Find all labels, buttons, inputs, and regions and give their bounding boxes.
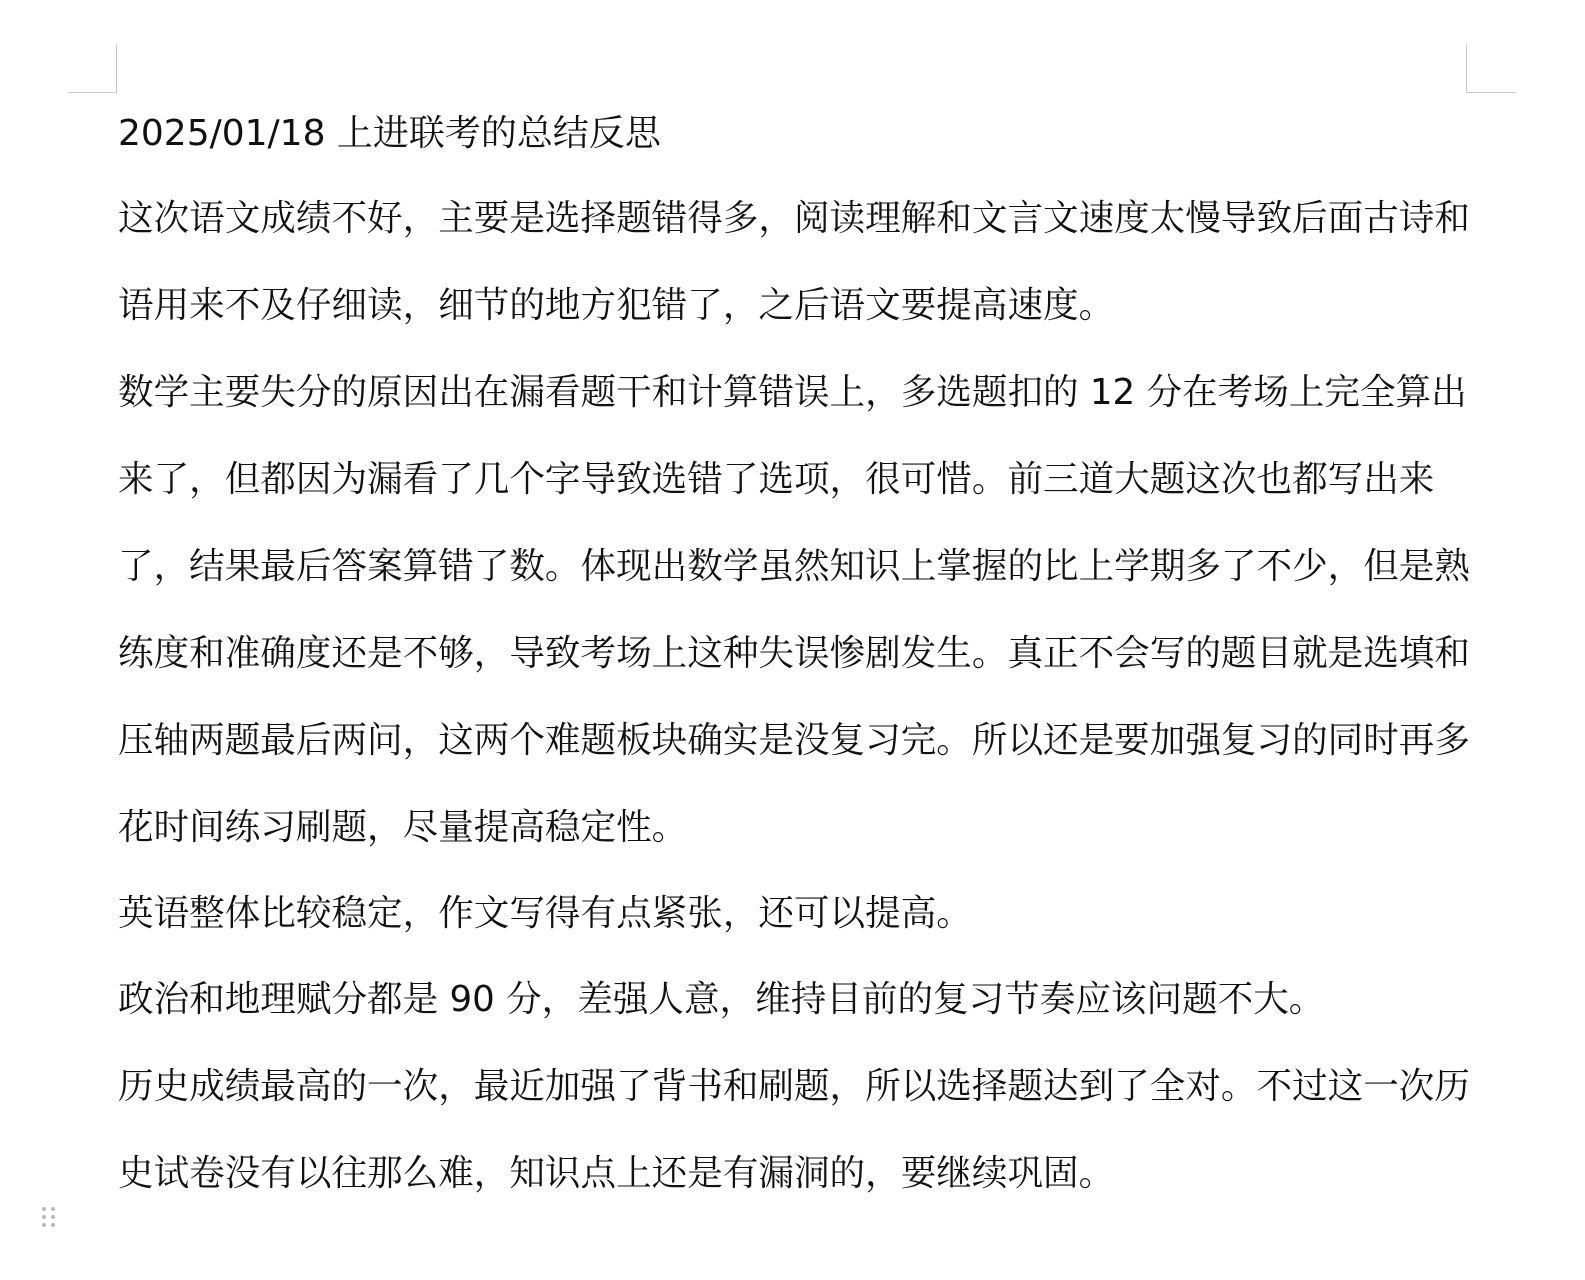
paragraph-politics-geography[interactable]: 政治和地理赋分都是 90 分，差强人意，维持目前的复习节奏应该问题不大。 bbox=[118, 979, 1325, 1020]
paragraph-history[interactable]: 历史成绩最高的一次，最近加强了背书和刷题，所以选择题达到了全对。不过这一次历史试卷没有以往那么难，知识点上还是有漏洞的，要继续巩固。 bbox=[118, 1066, 1470, 1194]
drag-handle-icon[interactable] bbox=[42, 1207, 56, 1229]
page-corner-top-left bbox=[68, 44, 118, 94]
document-body[interactable] bbox=[118, 112, 1478, 1217]
document-title[interactable]: 2025/01/18 上进联考的总结反思 bbox=[118, 113, 661, 154]
paragraph-english[interactable]: 英语整体比较稳定，作文写得有点紧张，还可以提高。 bbox=[118, 893, 972, 934]
paragraph-math[interactable]: 数学主要失分的原因出在漏看题干和计算错误上，多选题扣的 12 分在考场上完全算出来了，但都因为漏看了几个字导致选错了选项，很可惜。前三道大题这次也都写出来了，结果最后答案算错了数。体现出数学虽然知识上掌握的比上学期多了不少，但是熟练度和准确度还是不够，导致考场上这种失误惨剧发生。真正不会写的题目就是选填和压轴两题最后两问，这两个难题板块确实是没复习完。所以还是要加强复习的同时再多花时间练习刷题，尽量提高稳定性。 bbox=[118, 372, 1470, 848]
paragraph-chinese[interactable]: 这次语文成绩不好，主要是选择题错得多，阅读理解和文言文速度太慢导致后面古诗和语用来不及仔细读，细节的地方犯错了，之后语文要提高速度。 bbox=[118, 198, 1470, 326]
page-corner-top-right bbox=[1466, 44, 1516, 94]
